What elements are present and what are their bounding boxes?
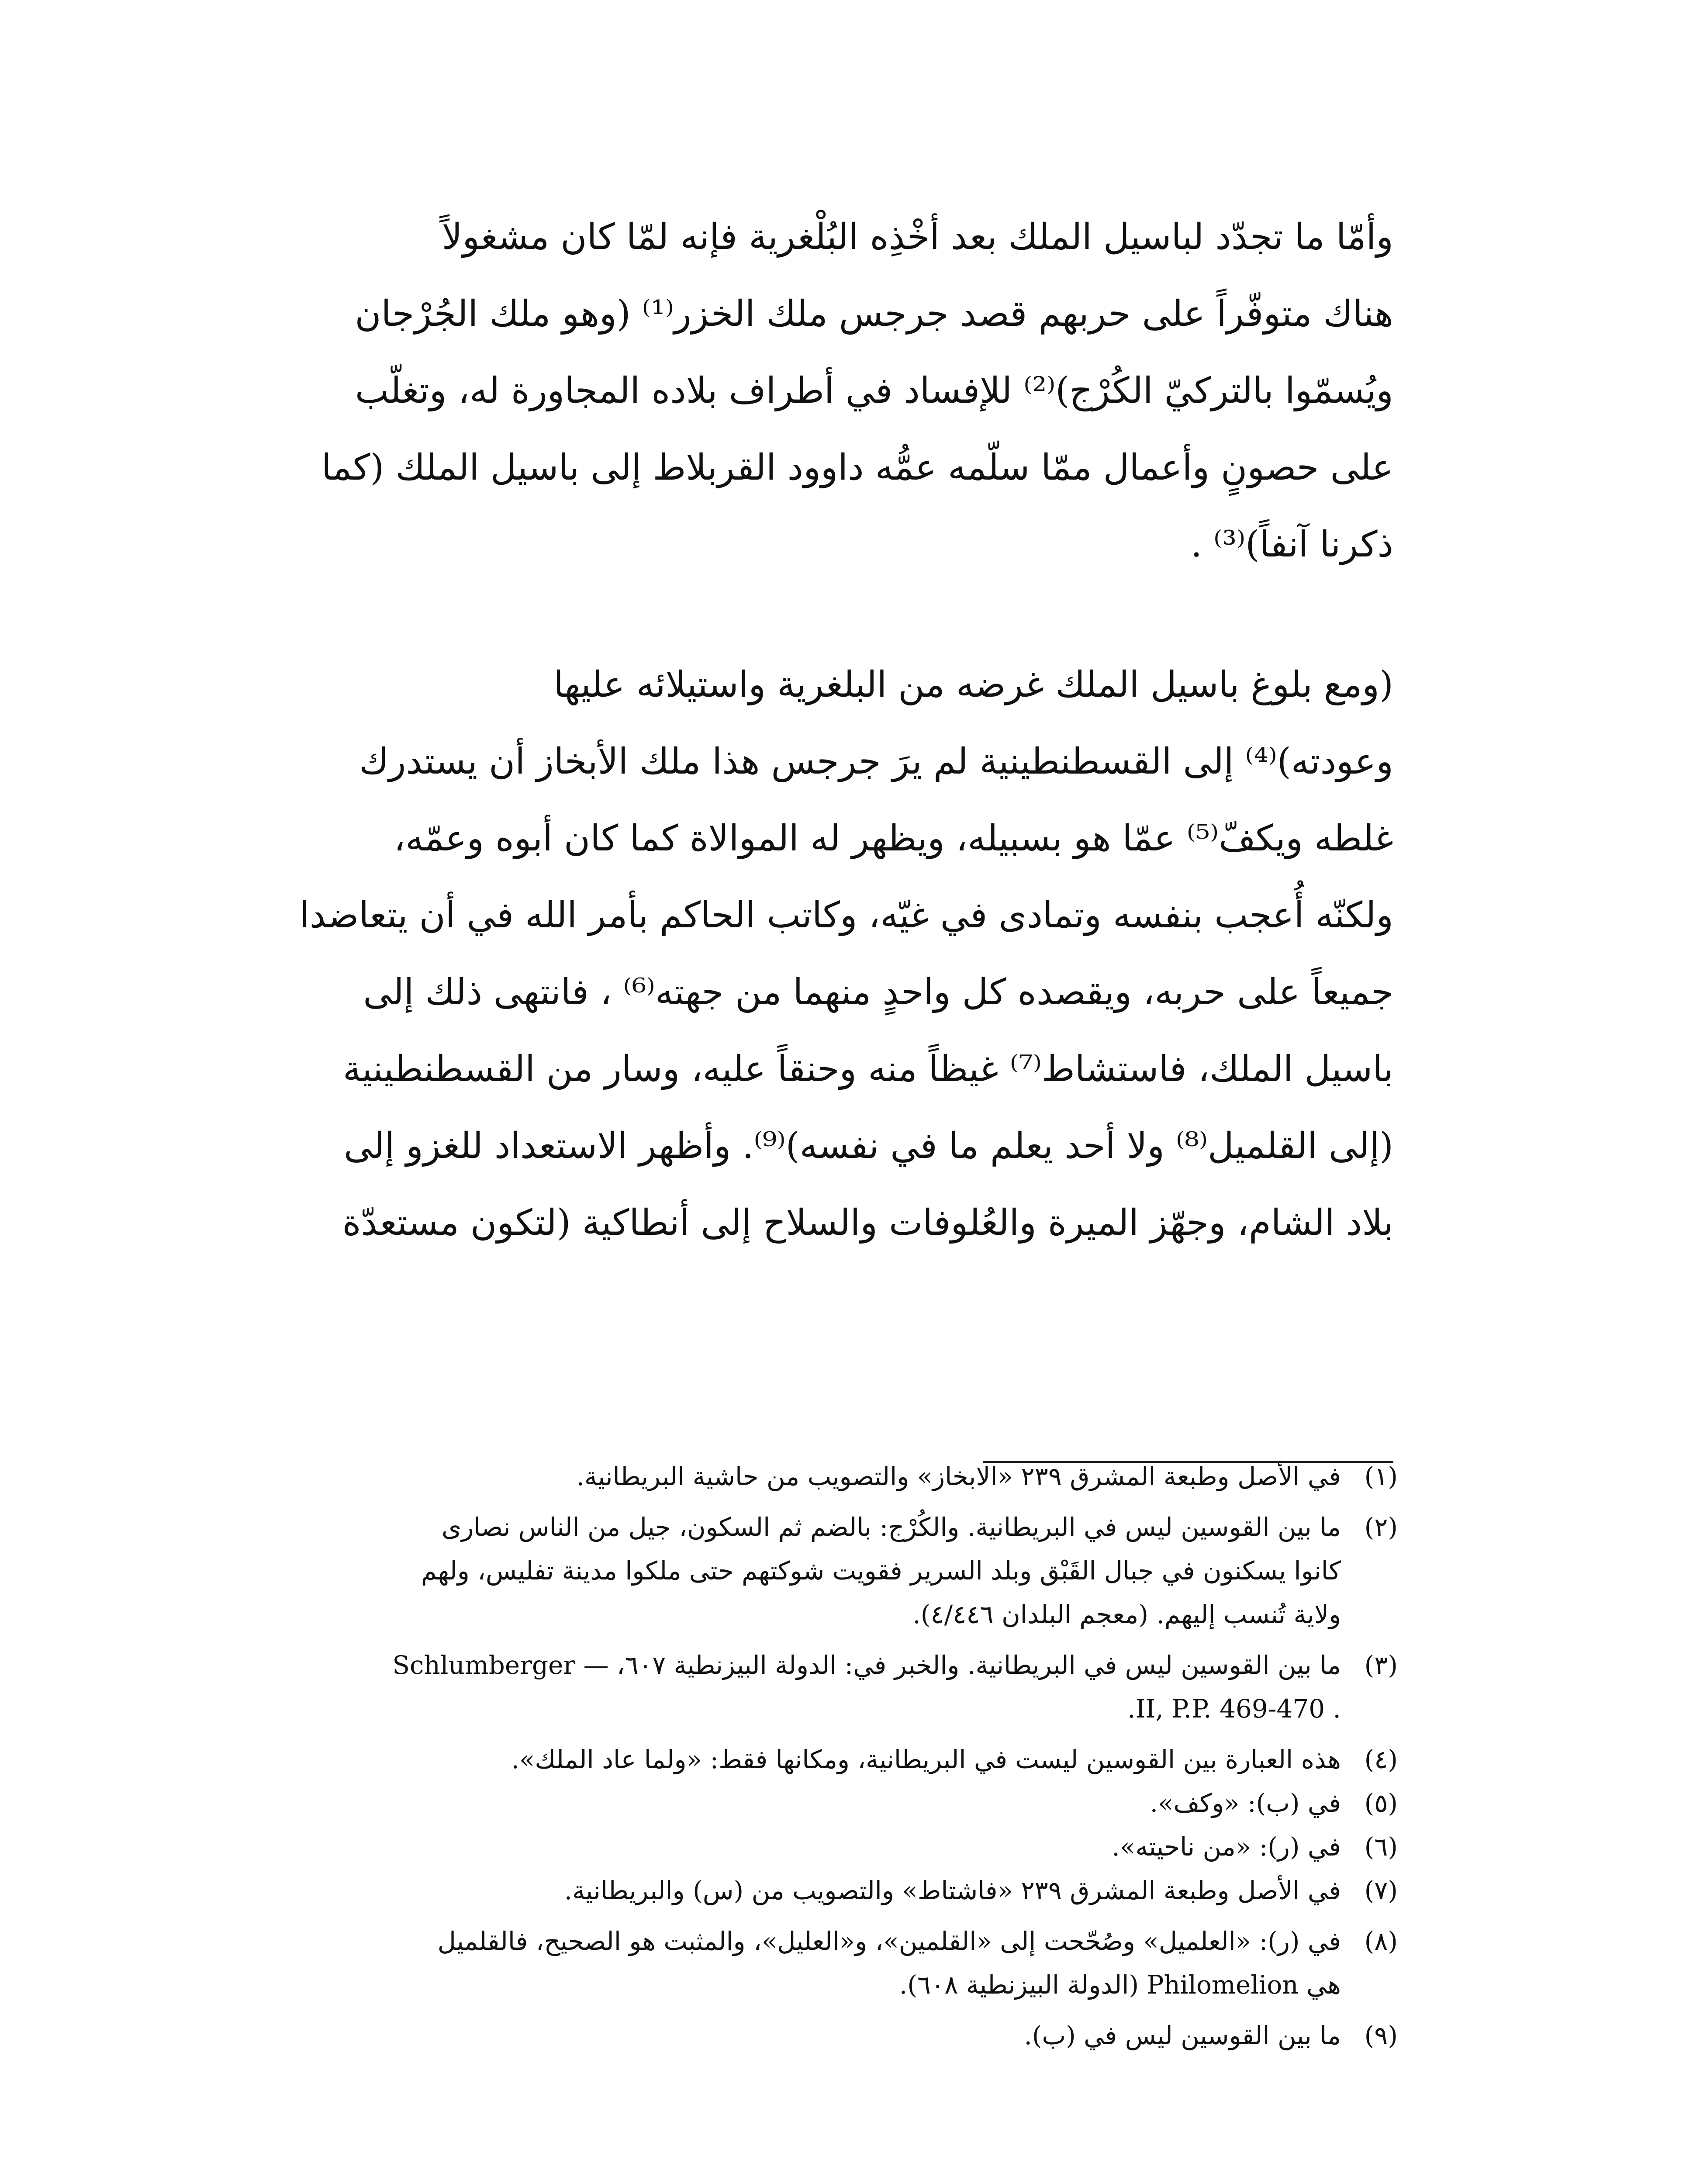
text-line: ولكنّه أُعجب بنفسه وتمادى في غيّه، وكاتب الحاكم بأمر الله في أن يتعاضدا (299, 895, 1393, 936)
paragraph-2 (144, 646, 1393, 1261)
text-line: وعودته)⁽⁴⁾ إلى القسطنطينية لم يرَ جرجس هذا ملك الأبخاز أن يستدرك (359, 741, 1393, 782)
footnote-number: (٢) (1364, 1512, 1398, 1542)
footnote-number: (٨) (1364, 1926, 1398, 1956)
paragraph-1 (144, 199, 1393, 583)
footnote-5 (149, 1781, 1398, 1825)
text-line: (ومع بلوغ باسيل الملك غرضه من البلغرية واستيلائه عليها (553, 664, 1393, 705)
footnote-text (149, 2014, 1341, 2057)
footnote-text (149, 1455, 1341, 1498)
footnote-line: ما بين القوسين ليس في البريطانية. والكُرْج: بالضم ثم السكون، جيل من الناس نصارى (441, 1512, 1341, 1542)
footnote-line: هي Philomelion (الدولة البيزنطية ٦٠٨). (899, 1970, 1341, 2000)
footnote-6 (149, 1825, 1398, 1869)
footnote-number: (٥) (1364, 1788, 1398, 1818)
footnote-line: هذه العبارة بين القوسين ليست في البريطانية، ومكانها فقط: «ولما عاد الملك». (511, 1745, 1341, 1774)
footnote-number: (٧) (1364, 1876, 1398, 1905)
text-line: ويُسمّوا بالتركيّ الكُرْج)⁽²⁾ للإفساد في أطراف بلاده المجاورة له، وتغلّب (355, 370, 1393, 411)
footnote-4 (149, 1738, 1398, 1781)
footnote-number: (٣) (1364, 1650, 1398, 1680)
footnote-9 (149, 2014, 1398, 2057)
footnote-text (149, 1505, 1341, 1636)
footnote-line: في (ر): «من ناحيته». (1112, 1832, 1341, 1862)
footnote-number: (٤) (1364, 1745, 1398, 1774)
footnote-line: في الأصل وطبعة المشرق ٢٣٩ «فاشتاط» والتصويب من (س) والبريطانية. (564, 1876, 1341, 1905)
footnote-line: في (ب): «وكف». (1150, 1788, 1341, 1818)
footnote-3 (149, 1643, 1398, 1731)
footnotes-section (149, 1455, 1398, 2057)
text-line: باسيل الملك، فاستشاط⁽⁷⁾ غيظاً منه وحنقاً عليه، وسار من القسطنطينية (343, 1048, 1393, 1090)
footnote-number: (٦) (1364, 1832, 1398, 1862)
footnote-line: ولاية تُنسب إليهم. (معجم البلدان ٤/٤٤٦). (912, 1600, 1341, 1629)
footnote-text (149, 1738, 1341, 1781)
footnote-2 (149, 1505, 1398, 1636)
footnote-text (149, 1781, 1341, 1825)
footnote-text (149, 1643, 1341, 1731)
footnote-line: في (ر): «العلميل» وصُحّحت إلى «القلمين»، و«العليل»، والمثبت هو الصحيح، فالقلميل (437, 1926, 1341, 1956)
text-line: جميعاً على حربه، ويقصده كل واحدٍ منهما من جهته⁽⁶⁾ ، فانتهى ذلك إلى (363, 971, 1393, 1013)
footnote-7 (149, 1869, 1398, 1912)
footnote-1 (149, 1455, 1398, 1498)
footnote-text (149, 1869, 1341, 1912)
text-line: ذكرنا آنفاً)⁽³⁾ . (1190, 524, 1393, 565)
text-line: هناك متوفّراً على حربهم قصد جرجس ملك الخزر⁽¹⁾ (وهو ملك الجُرْجان (355, 293, 1393, 335)
footnote-text (149, 1825, 1341, 1869)
footnote-line: ما بين القوسين ليس في البريطانية. والخبر في: الدولة البيزنطية ٦٠٧، — Schlumberger (392, 1650, 1341, 1680)
footnote-number: (٩) (1364, 2021, 1398, 2050)
text-line: بلاد الشام، وجهّز الميرة والعُلوفات والسلاح إلى أنطاكية (لتكون مستعدّة (342, 1202, 1393, 1244)
text-line: وأمّا ما تجدّد لباسيل الملك بعد أخْذِه البُلْغرية فإنه لمّا كان مشغولاً (442, 216, 1393, 258)
footnote-8 (149, 1919, 1398, 2007)
text-line: (إلى القلميل⁽⁸⁾ ولا أحد يعلم ما في نفسه)⁽⁹⁾. وأظهر الاستعداد للغزو إلى (344, 1125, 1393, 1167)
footnote-number: (١) (1364, 1462, 1398, 1491)
footnote-line: ما بين القوسين ليس في (ب). (1024, 2021, 1341, 2050)
text-line: على حصونٍ وأعمال ممّا سلّمه عمُّه داوود القربلاط إلى باسيل الملك (كما (321, 447, 1393, 488)
footnote-line: كانوا يسكنون في جبال القَبْق وبلد السرير فقويت شوكتهم حتى ملكوا مدينة تفليس، ولهم (421, 1556, 1341, 1586)
footnote-line: في الأصل وطبعة المشرق ٢٣٩ «الابخاز» والتصويب من حاشية البريطانية. (576, 1462, 1341, 1491)
footnote-text (149, 1919, 1341, 2007)
footnote-line: . II, P.P. 469-470. (1127, 1694, 1341, 1724)
text-line: غلطه ويكفّ⁽⁵⁾ عمّا هو بسبيله، ويظهر له الموالاة كما كان أبوه وعمّه، (394, 818, 1393, 859)
